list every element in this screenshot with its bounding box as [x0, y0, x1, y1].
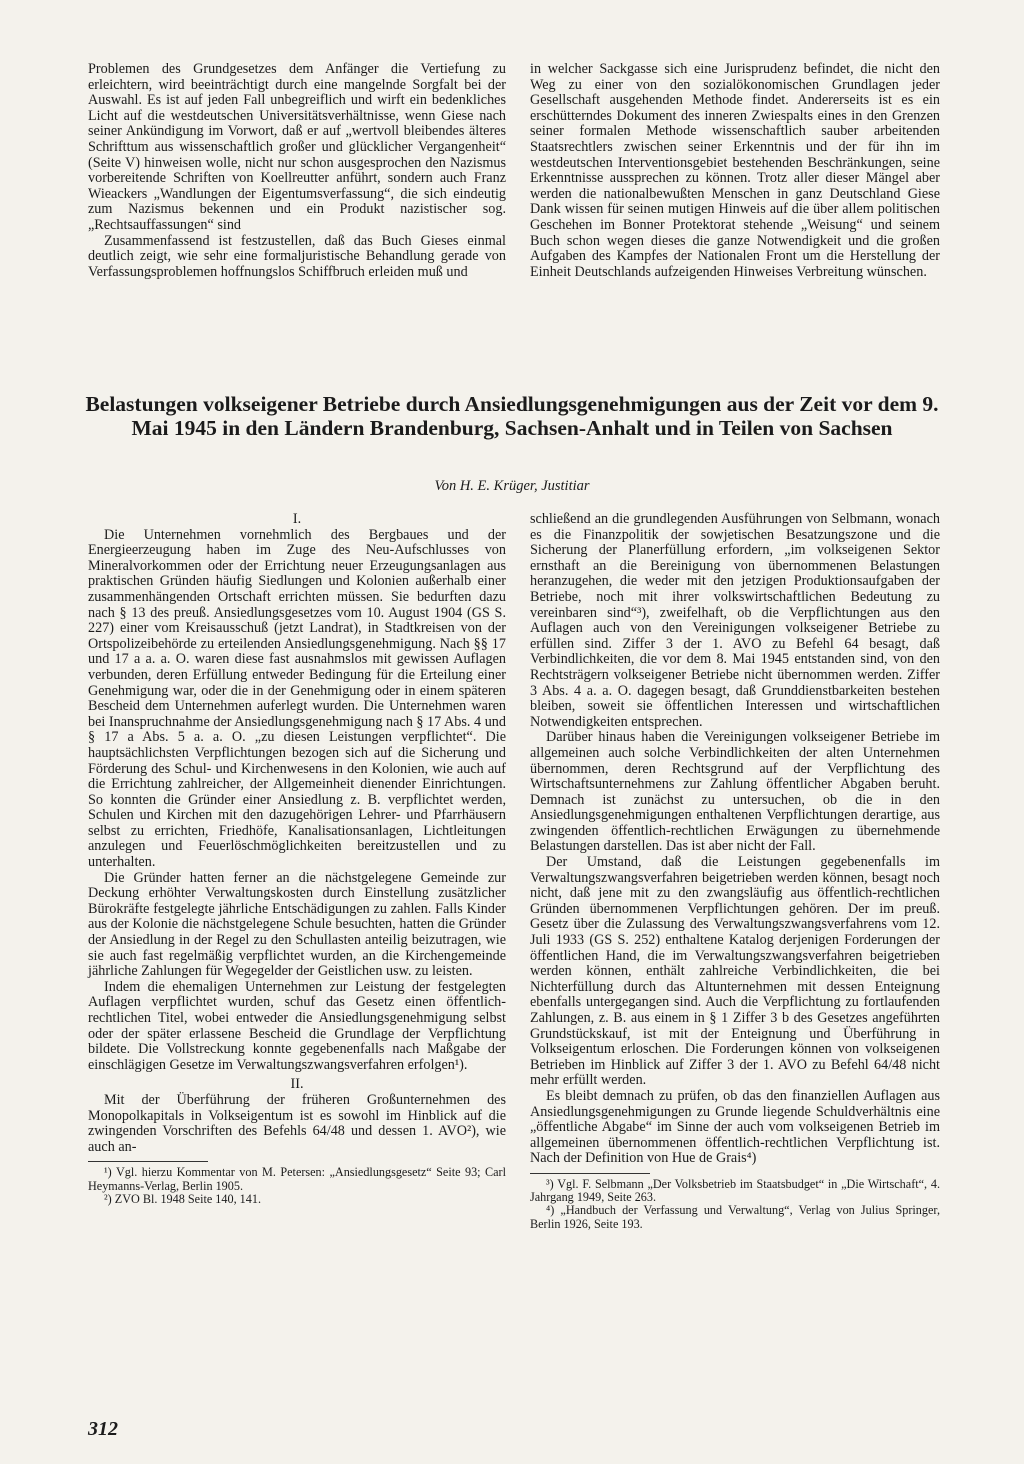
- page-number: 312: [88, 1418, 118, 1440]
- paragraph: in welcher Sackgasse sich eine Jurisprudenz befindet, die nicht den Weg zu einer von den sozialökonomischen Grundlagen jeder Gesellschaft ausgehenden Methode findet. Andererseits ist es ein erschütterndes Dokument des inneren Zwiespalts eines in den Grenzen seiner formalen Methode wissenschaftlich sauber arbeitenden Staatsrechtlers zwischen seiner Erkenntnis und der für ihn im westdeutschen Interventionsgebiet bestehenden Beschränkungen, seine Erkenntnisse aussprechen zu können. Trotz aller dieser Mängel aber werden die nationalbewußten Menschen in ganz Deutschland Giese Dank wissen für seinen mutigen Hinweis auf die über allem politischen Geschehen im Bonner Protektorat stehende „Weisung“ und seinem Buch schon wegen dieses die ganze Notwendigkeit und die großen Aufgaben des Kampfes der Nationalen Front um die Herstellung der Einheit Deutschlands aufzeigenden Hinweises Verbreitung wünschen.: [530, 61, 940, 280]
- continued-text-right: [530, 62, 940, 280]
- article-column-right: [530, 512, 940, 1231]
- paragraph: Der Umstand, daß die Leistungen gegebenenfalls im Verwaltungszwangsverfahren beigetrieben werden können, besagt noch nicht, daß jene mit zu den zwangsläufig aus öffentlich-rechtlichen Gründen übernommenen Verpflichtungen gehören. Der im preuß. Gesetz über die Zulassung des Verwaltungszwangsverfahrens vom 12. Juli 1933 (GS S. 252) enthaltene Katalog derjenigen Forderungen der öffentlichen Hand, die im Verwaltungszwangsverfahren beigetrieben werden können, enthält zahlreiche Verbindlichkeiten, die bei Nichterfüllung durch das Altunternehmen mit dessen Enteignung ebenfalls untergegangen sind. Auch die Verpflichtung zu fortlaufenden Zahlungen, z. B. aus einem in § 1 Ziffer 3 b des Gesetzes angeführten Grundstückskauf, ist mit der Enteignung und Überführung in Volkseigentum erloschen. Die Forderungen können von volkseigenen Betrieben im Hinblick auf Ziffer 3 der 1. AVO zu Befehl 64/48 nicht mehr erfüllt werden.: [530, 854, 940, 1089]
- paragraph: Die Gründer hatten ferner an die nächstgelegene Gemeinde zur Deckung erhöhter Verwaltungskosten durch Einstellung zusätzlicher Bürokräfte festgelegte jährliche Entschädigungen zu zahlen. Falls Kinder aus der Kolonie die nächstgelegene Schule besuchten, hatten die Gründer der Ansiedlung in der Regel zu den Schullasten anteilig beizutragen, wie sie auch fast regelmäßig verpflichtet wurden, an die Kirchengemeinde jährliche Zahlungen für Wegegelder der Geistlichen usw. zu leisten.: [88, 869, 506, 980]
- paragraph: Zusammenfassend ist festzustellen, daß das Buch Gieses einmal deutlich zeigt, wie sehr eine formaljuristische Behandlung gerade von Verfassungsproblemen hoffnungslos Schiffbruch erleiden muß und: [88, 232, 506, 280]
- paragraph: Es bleibt demnach zu prüfen, ob das den finanziellen Auflagen aus Ansiedlungsgenehmigungen zu Grunde liegende Schuldverhältnis eine „öffentliche Abgabe“ im Sinne der auch vom volkseigenen Betrieb im allgemeinen übernommenen öffentlich-rechtlichen Verpflichtung ist. Nach der Definition von Hue de Grais⁴): [530, 1087, 940, 1167]
- continued-text-left: [88, 62, 506, 280]
- footnote-divider: [530, 1173, 650, 1174]
- paragraph: Indem die ehemaligen Unternehmen zur Leistung der festgelegten Auflagen verpflichtet wurden, schuf das Gesetz einen öffentlich-rechtlichen Titel, wobei entweder die Ansiedlungsgenehmigung selbst oder der später erlassene Bescheid die Grundlage der Verpflichtung bildete. Die Vollstreckung konnte gegebenenfalls nach Maßgabe der einschlägigen Gesetze im Verwaltungszwangsverfahren erfolgen¹).: [88, 978, 506, 1073]
- footnote: ²) ZVO Bl. 1948 Seite 140, 141.: [104, 1191, 262, 1206]
- footnote: ³) Vgl. F. Selbmann „Der Volksbetrieb im Staatsbudget“ in „Die Wirtschaft“, 4. Jahrgang 1949, Seite 263.: [530, 1176, 940, 1205]
- paragraph: Die Unternehmen vornehmlich des Bergbaues und der Energieerzeugung haben im Zuge des Neu-Aufschlusses von Mineralvorkommen oder der Errichtung neuer Erzeugungsanlagen aus praktischen Gründen häufig Siedlungen und Kolonien außerhalb einer zusammenhängenden Ortschaft errichten müssen. Sie bedurften dazu nach § 13 des preuß. Ansiedlungsgesetzes vom 10. August 1904 (GS S. 227) einer vom Kreisausschuß (jetzt Landrat), in Stadtkreisen von der Ortspolizeibehörde zu erteilenden Ansiedlungsgenehmigung. Nach §§ 17 und 17 a a. a. O. waren diese fast ausnahmslos mit gewissen Auflagen verbunden, deren Erfüllung entweder Bedingung für die Erteilung einer Genehmigung war, oder die in der Genehmigung oder in einem späteren Bescheid dem Unternehmen auferlegt wurden. Die Unternehmen waren bei Inanspruchnahme der Ansiedlungsgenehmigung nach § 17 Abs. 4 und § 17 a Abs. 5 a. a. O. „zu diesen Leistungen verpflichtet“. Die hauptsächlichsten Verpflichtungen bezogen sich auf die Sicherung und Förderung des Schul- und Kirchenwesens in den Kolonien, wie auch auf die Errichtung zahlreicher, der Allgemeinheit dienender Einrichtungen. So konnten die Gründer einer Ansiedlung z. B. verpflichtet werden, Schulen und Kirchen mit den dazugehörigen Lehrer- und Pfarrhäusern selbst zu errichten, Friedhöfe, Kanalisationsanlagen, Lichtleitungen anzulegen und Feuerlöschmöglichkeiten bereitzustellen und zu unterhalten.: [88, 526, 506, 871]
- article-byline: Von H. E. Krüger, Justitiar: [434, 478, 590, 494]
- footnote: ¹) Vgl. hierzu Kommentar von M. Petersen: „Ansiedlungsgesetz“ Seite 93; Carl Heymanns-Verlag, Berlin 1905.: [88, 1165, 506, 1193]
- article-title: Belastungen volkseigener Betriebe durch Ansiedlungsgenehmigungen aus der Zeit vor dem 9. Mai 1945 in den Ländern Brandenburg, Sachsen-Anhalt und in Teilen von Sachsen: [85, 392, 939, 440]
- article-column-left: [88, 512, 506, 1206]
- footnote-divider: [88, 1161, 208, 1162]
- section-heading: II.: [290, 1076, 304, 1093]
- paragraph: schließend an die grundlegenden Ausführungen von Selbmann, wonach es die Finanzpolitik der sowjetischen Besatzungszone und die Sicherung der Planerfüllung erfordern, „im volkseigenen Sektor ernsthaft an die Bereinigung von übernommenen Belastungen heranzugehen, die weder mit den jetzigen Produktionsaufgaben der Betriebe, noch mit ihrer volkswirtschaftlichen Bedeutung zu vereinbaren sind“³), zweifelhaft, ob die Verpflichtungen aus den Auflagen auch von den Vereinigungen volkseigener Betriebe zu erfüllen sind. Ziffer 3 der 1. AVO zu Befehl 64 besagt, daß Verbindlichkeiten, die vor dem 8. Mai 1945 entstanden sind, von den Rechtsträgern volkseigener Betriebe nicht übernommen werden. Ziffer 3 Abs. 4 a. a. O. dagegen besagt, daß Grunddienstbarkeiten bestehen bleiben, soweit sie öffentlichen Interessen und wirtschaftlichen Notwendigkeiten entsprechen.: [530, 511, 940, 730]
- section-heading: I.: [292, 511, 302, 527]
- footnote: ⁴) „Handbuch der Verfassung und Verwaltung“, Verlag von Julius Springer, Berlin 1926, Seite 193.: [530, 1203, 940, 1231]
- paragraph: Mit der Überführung der früheren Großunternehmen des Monopolkapitals in Volkseigentum ist es sowohl im Hinblick auf die zwingenden Vorschriften des Befehls 64/48 und dessen 1. AVO²), wie auch an-: [88, 1091, 506, 1155]
- paragraph: Problemen des Grundgesetzes dem Anfänger die Vertiefung zu erleichtern, wird beeinträchtigt durch eine mangelnde Sorgfalt bei der Auswahl. Es ist auf jeden Fall unbegreiflich und wirft ein bedenkliches Licht auf die westdeutschen Universitätsverhältnisse, wenn Giese nach seiner Ankündigung im Vorwort, daß er auf „wertvoll bleibendes älteres Schrifttum aus wissenschaftlich großer und glücklicher Vergangenheit“ (Seite V) hinweisen wolle, nicht nur schon ausgesprochen den Nazismus vorbereitende Schriften von Koellreutter anführt, sondern auch Franz Wieackers „Wandlungen der Eigentumsverfassung“, die sich eindeutig zum Nazismus bekennen und ein Produkt nazistischer sog. „Rechtsauffassungen“ sind: [88, 61, 506, 233]
- paragraph: Darüber hinaus haben die Vereinigungen volkseigener Betriebe im allgemeinen auch solche Verbindlichkeiten der alten Unternehmen übernommen, deren Rechtsgrund auf der Verpflichtung des Wirtschaftsunternehmens zur Zahlung öffentlicher Abgaben beruht. Demnach ist zunächst zu untersuchen, ob die in den Ansiedlungsgenehmigungen enthaltenen Verpflichtungen derartige, aus zwingenden öffentlich-rechtlichen Erwägungen zu übernehmende Belastungen darstellen. Das ist aber nicht der Fall.: [530, 729, 940, 855]
